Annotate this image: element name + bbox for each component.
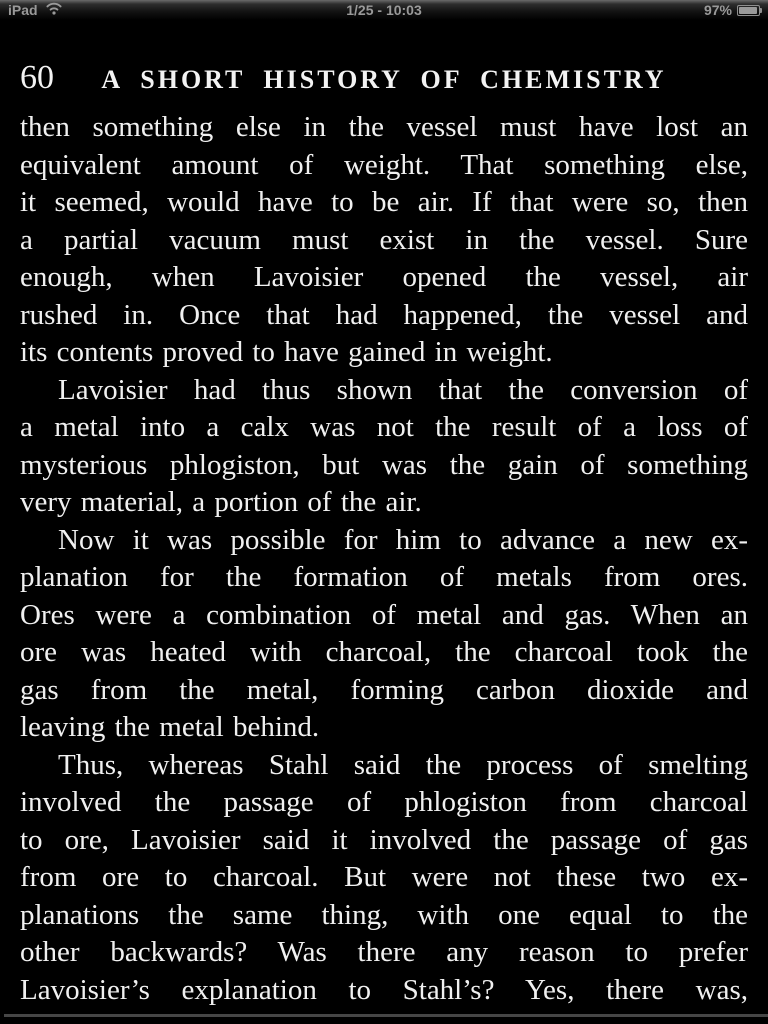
text-line: then something else in the vessel must have lost an [20, 111, 748, 143]
carrier-label: iPad [8, 2, 38, 18]
battery-percent: 97% [703, 2, 732, 18]
text-line: leaving the metal behind. [20, 711, 320, 743]
page-number: 60 [20, 59, 54, 96]
page-edge-line [4, 1014, 768, 1017]
text-line: involved the passage of phlogiston from charcoal [20, 786, 748, 818]
text-line: very material, a portion of the air. [20, 486, 422, 518]
text-line: Lavoisier’s explanation to Stahl’s? Yes, there was, [20, 973, 748, 1006]
page-header [20, 58, 748, 100]
running-head: A SHORT HISTORY OF CHEMISTRY [101, 65, 667, 94]
text-line: Ores were a combination of metal and gas. When an [20, 598, 748, 631]
text-line: enough, when Lavoisier opened the vessel, air [20, 261, 748, 293]
text-line: from ore to charcoal. But were not these two ex- [20, 861, 748, 893]
text-line: ore was heated with charcoal, the charcoal took the [20, 636, 748, 668]
text-line: its contents proved to have gained in weight. [20, 336, 553, 368]
status-bar [0, 0, 768, 20]
text-line: Now it was possible for him to advance a new ex- [58, 523, 748, 556]
text-line: Lavoisier had thus shown that the conversion of [58, 373, 748, 406]
text-line: rushed in. Once that had happened, the vessel and [20, 298, 748, 331]
wifi-icon [45, 2, 63, 18]
battery-icon [737, 5, 760, 16]
text-line: other backwards? Was there any reason to prefer [20, 936, 748, 968]
text-line: it seemed, would have to be air. If that were so, then [20, 186, 748, 218]
text-line: a partial vacuum must exist in the vessel. Sure [20, 223, 748, 256]
text-line: to ore, Lavoisier said it involved the passage of gas [20, 823, 748, 856]
text-line: planation for the formation of metals from ores. [20, 561, 748, 593]
status-clock: 1/25 - 10:03 [346, 2, 422, 18]
text-line: a metal into a calx was not the result of a loss of [20, 411, 748, 443]
status-right [704, 2, 760, 18]
text-line: Thus, whereas Stahl said the process of smelting [58, 748, 748, 781]
text-line: equivalent amount of weight. That something else, [20, 148, 748, 181]
text-line: mysterious phlogiston, but was the gain of something [20, 448, 748, 481]
status-left [8, 2, 63, 18]
text-line: planations the same thing, with one equal to the [20, 898, 748, 931]
text-line: gas from the metal, forming carbon dioxide and [20, 673, 748, 706]
page-body [20, 109, 748, 1009]
